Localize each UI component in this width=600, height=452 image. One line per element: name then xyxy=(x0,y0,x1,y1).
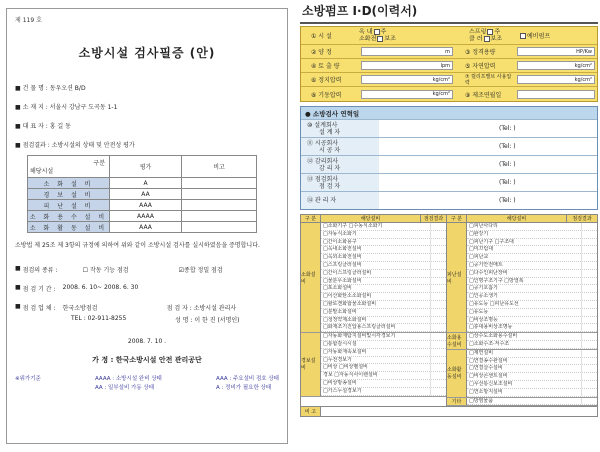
facility-row: ① 시 설 옥 내 주 소화전 보조 스프링 주 클 러 보조 예비펌프 xyxy=(301,27,597,45)
spec-row: ④ 토 출 량 lpm ⑤ 자연압력 kg/cm² xyxy=(301,59,597,73)
checklist-section xyxy=(447,223,597,333)
history-row: ⑩ 설계회사 설 계 자 (Tel: ) xyxy=(301,119,597,137)
checklist-item[interactable]: □자동화재속보설비 xyxy=(321,349,446,357)
manufacture-date-input[interactable] xyxy=(517,90,595,99)
pump-spec-box xyxy=(300,26,598,102)
relief-pressure-input[interactable]: kg/cm² xyxy=(517,75,595,84)
discharge-input[interactable]: lpm xyxy=(361,61,453,70)
certification-statement: 소방법 제 25조 제 3항의 규정에 의하여 위와 같이 소방시설 검사를 실시하였음을 증명합니다. xyxy=(15,242,260,249)
spec-row: ⑥ 정지압력 kg/cm² ⑦ 릴리프밸브 사용압력 kg/cm² xyxy=(301,73,597,87)
date-row: 2008. 7. 10 . xyxy=(127,338,167,345)
checklist-item[interactable]: □이산화탄소소화설비 xyxy=(321,293,446,301)
spec-row: ⑧ 기동압력 kg/cm² ⑨ 제조연월일 xyxy=(301,87,597,101)
pump-form-title: 소방펌프 I·D(이력서) xyxy=(300,0,598,24)
certificate-title: 소방시설 검사필증 (안) xyxy=(78,46,216,60)
capacity-input[interactable]: HP/Kw xyxy=(517,47,595,56)
checklist-item[interactable]: □화재조기진압용스프링클러설비 xyxy=(321,324,446,332)
checklist-item[interactable]: □소화기구 □수동식소화기 xyxy=(321,223,446,231)
checklist-item[interactable]: □할로겐화합물소화설비 xyxy=(321,301,446,309)
history-title: ● 소방검사 연혁일 xyxy=(301,107,597,119)
checklist-item[interactable]: □간이소화용구 xyxy=(321,239,446,247)
history-row: ⑬ 점검회사 점 검 자 (Tel: ) xyxy=(301,173,597,191)
checkbox[interactable] xyxy=(520,33,526,39)
checklist-section xyxy=(301,333,446,396)
history-row: ⑭ 관 리 자 (Tel: ) xyxy=(301,191,597,209)
checklist-item[interactable]: □포소화설비 xyxy=(321,285,446,293)
checklist-item[interactable]: □자동화재탐지설비및시각경보기 xyxy=(321,333,446,341)
section-category: 소화설비 xyxy=(301,223,321,332)
checklist-item[interactable]: □완강기 xyxy=(467,231,597,239)
table-header-note: 비고 xyxy=(182,156,257,178)
checklist-section xyxy=(447,333,597,350)
inspection-certificate xyxy=(6,8,288,444)
checklist-item[interactable]: □자동식소화기 xyxy=(321,231,446,239)
checklist-item[interactable]: □연결살수설비 xyxy=(467,365,597,373)
checklist-item[interactable]: □간이스프링클러설비 xyxy=(321,270,446,278)
natural-pressure-input[interactable]: kg/cm² xyxy=(517,61,595,70)
section-category: 기타 xyxy=(447,398,467,406)
checklist-item[interactable]: □통합감시시설 xyxy=(321,341,446,349)
checklist-item[interactable]: □휴대용비상조명등 xyxy=(467,324,597,332)
issuing-organization: 가 정 : 한국소방시설 안전 관리공단 xyxy=(92,356,202,364)
section-category: 소화활동설비 xyxy=(447,350,467,397)
checklist-item[interactable]: □연결송수관설비 xyxy=(467,358,597,366)
checklist-item[interactable]: □소화수조·저수조 xyxy=(467,341,597,349)
result-field: ■ 점검결과 : 소방시설의 상태 및 안전성 평가 xyxy=(15,142,135,149)
table-row: 소 화 활 동 설 비 AAA xyxy=(28,222,257,233)
checklist-item[interactable]: □비상방송설비 xyxy=(321,380,446,388)
tel-row: TEL : 02-911-8255 성 명 : 이 한 진 (서명인) xyxy=(71,315,240,324)
checklist-item[interactable]: □비상콘센트설비 xyxy=(467,373,597,381)
section-category: 경보설비 xyxy=(301,333,321,395)
head-input[interactable]: m xyxy=(361,47,453,56)
checklist-item[interactable]: □비상 □비상벨설비 xyxy=(321,364,446,372)
history-row: ⑪ 시공회사 시 공 자 (Tel: ) xyxy=(301,137,597,155)
company-row: ■ 점 검 업 체 : 한국소방점검 점 검 자 : 소방시설 관리사 xyxy=(15,303,237,312)
checklist-item[interactable]: □옥외소화전설비 xyxy=(321,254,446,262)
checklist-section xyxy=(447,398,597,407)
table-row: 경 보 설 비 AA xyxy=(28,189,257,200)
stop-pressure-input[interactable]: kg/cm² xyxy=(361,75,453,84)
checklist-item[interactable]: □제연설비 xyxy=(467,350,597,358)
checklist-item[interactable]: □피난사다리 xyxy=(467,223,597,231)
table-header-category: 구분 해당시설 xyxy=(28,156,110,178)
checklist-item[interactable]: □미끄럼대 xyxy=(467,246,597,254)
spec-row: ② 양 정 m ③ 정격용량 HP/Kw xyxy=(301,45,597,59)
checklist-item[interactable]: □피난기구 □구조대 xyxy=(467,239,597,247)
checklist-item[interactable]: □옥내소화전설비 xyxy=(321,246,446,254)
inspection-history-box xyxy=(300,106,598,210)
pump-id-form xyxy=(300,0,598,452)
checklist-item[interactable]: □스프링클러설비 xyxy=(321,262,446,270)
grade-table xyxy=(27,155,257,233)
remarks-row: 비 고 xyxy=(301,406,597,416)
checkbox[interactable] xyxy=(377,36,383,42)
checklist-item[interactable]: 경보 □자동식사이렌설비 xyxy=(321,372,446,380)
checklist-item[interactable]: □인공소생기 xyxy=(467,293,597,301)
history-row: ⑫ 감리회사 감 리 자 (Tel: ) xyxy=(301,155,597,173)
checklist-item[interactable]: □공기호흡기 xyxy=(467,285,597,293)
checklist-item[interactable]: □인명구조기구 □방열복 xyxy=(467,278,597,286)
start-pressure-input[interactable]: kg/cm² xyxy=(361,90,453,99)
checklist-item[interactable]: □공기안전매트 xyxy=(467,262,597,270)
section-category: 소화용수설비 xyxy=(447,333,467,349)
grade-legend: ※위가기준 AAAA : 소방시설 완비 상태 AA : 일부설비 가동 상태 AAA : 주요설비 점호 상태 A : 정비가 필요한 상태 xyxy=(15,376,279,391)
checklist-item[interactable]: □상수도소화용수설비 xyxy=(467,333,597,341)
checklist-item[interactable]: □다수인피난장비 xyxy=(467,270,597,278)
table-row: 소 화 설 비 A xyxy=(28,178,257,189)
checklist-item[interactable]: □무선통신보조설비 xyxy=(467,381,597,389)
period-row: ■ 점 검 기 간 : 2008. 6. 10~ 2008. 6. 30 xyxy=(15,284,139,293)
checklist-header: 구 분 해당설비 점검결과 구 분 해당설비 점검결과 xyxy=(301,215,597,223)
form-number: 제 119 호 xyxy=(15,17,42,24)
checklist-item[interactable]: □유도등 xyxy=(467,309,597,317)
checklist-item[interactable]: □청정약제소화설비 xyxy=(321,317,446,325)
building-name-field: ■ 건 물 명 : 동우오션 B/D xyxy=(15,85,86,92)
table-header-grade: 평가 xyxy=(110,156,182,178)
equipment-checklist xyxy=(300,214,598,417)
checkbox[interactable] xyxy=(484,36,490,42)
checklist-item[interactable]: □방염물품 xyxy=(467,398,597,406)
table-row: 피 난 설 비 AAA xyxy=(28,200,257,211)
checklist-item[interactable]: □가스누설경보기 xyxy=(321,388,446,396)
representative-field: ■ 대 표 자 : 홍 길 동 xyxy=(15,123,71,130)
section-category: 피난설비 xyxy=(447,223,467,332)
checklist-section xyxy=(447,350,597,398)
checklist-item[interactable]: □누전경보기 xyxy=(321,357,446,365)
table-row: 소 화 용 수 설 비 AAAA xyxy=(28,211,257,222)
checklist-item[interactable]: □물분무소화설비 xyxy=(321,278,446,286)
checklist-section xyxy=(301,223,446,333)
checklist-left-column xyxy=(301,223,447,406)
checklist-item[interactable]: □분말소화설비 xyxy=(321,309,446,317)
checklist-item[interactable]: □피난교 xyxy=(467,254,597,262)
checklist-item[interactable]: □유도등 □피난유도선 xyxy=(467,301,597,309)
address-field: ■ 소 재 지 : 서울시 강남구 도곡동 1-1 xyxy=(15,104,118,111)
checklist-right-column xyxy=(447,223,597,406)
checklist-item[interactable]: □연소방지설비 xyxy=(467,389,597,397)
checklist-item[interactable]: □비상조명등 xyxy=(467,317,597,325)
check-type-row: ■ 점검의 종류 : ☐ 작동 기능 점검 ☑종합 정밀 점검 xyxy=(15,265,223,274)
